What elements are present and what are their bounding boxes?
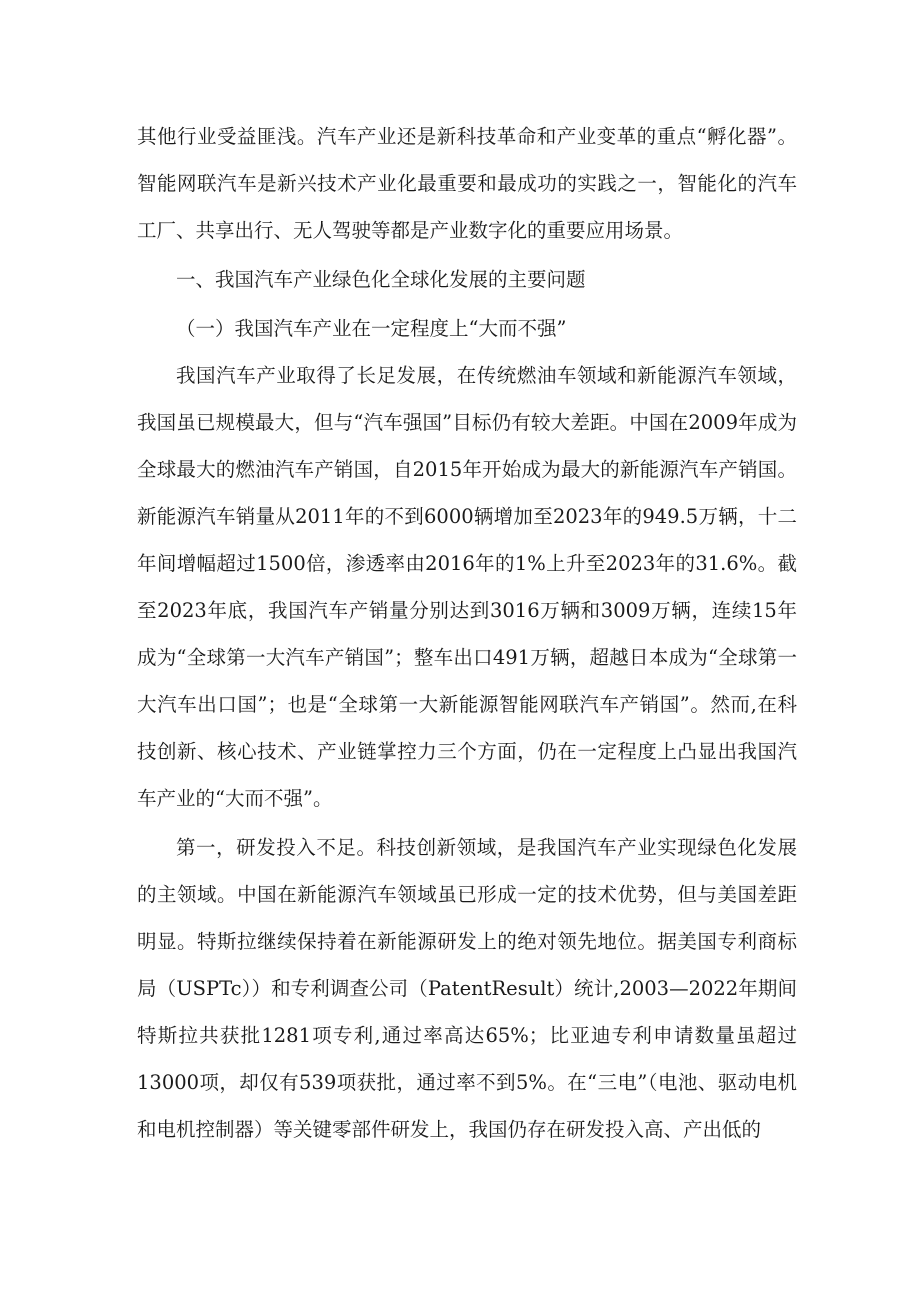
paragraph-industry-scale: 我国汽车产业取得了长足发展，在传统燃油车领域和新能源汽车领域，我国虽已规模最大，但与“汽车强国”目标仍有较大差距。中国在2009年成为全球最大的燃油汽车产销国，自2015年开始成为最大的新能源汽车产销国。新能源汽车销量从2011年的不到6000辆增加至2023年的949.5万辆，十二年间增幅超过1500倍，渗透率由2016年的1%上升至2023年的31.6%。截至2023年底，我国汽车产销量分别达到3016万辆和3009万辆，连续15年成为“全球第一大汽车产销国”；整车出口491万辆，超越日本成为“全球第一大汽车出口国”；也是“全球第一大新能源智能网联汽车产销国”。然而,在科技创新、核心技术、产业链掌控力三个方面，仍在一定程度上凸显出我国汽车产业的“大而不强”。: [137, 364, 797, 810]
section-heading: 一、我国汽车产业绿色化全球化发展的主要问题: [176, 268, 586, 291]
document-body: [137, 113, 797, 1153]
subsection-heading: （一）我国汽车产业在一定程度上“大而不强”: [176, 317, 567, 340]
paragraph-continuation: 其他行业受益匪浅。汽车产业还是新科技革命和产业变革的重点“孵化器”。智能网联汽车是新兴技术产业化最重要和最成功的实践之一，智能化的汽车工厂、共享出行、无人驾驶等都是产业数字化的重要应用场景。: [137, 125, 797, 242]
paragraph-rd-investment: 第一，研发投入不足。科技创新领域，是我国汽车产业实现绿色化发展的主领域。中国在新能源汽车领域虽已形成一定的技术优势，但与美国差距明显。特斯拉继续保持着在新能源研发上的绝对领先地位。据美国专利商标局（USPTc））和专利调查公司（PatentResult）统计,2003—2022年期间特斯拉共获批1281项专利,通过率高达65%；比亚迪专利申请数量虽超过13000项，却仅有539项获批，通过率不到5%。在“三电”（电池、驱动电机和电机控制器）等关键零部件研发上，我国仍存在研发投入高、产出低的: [137, 836, 797, 1141]
